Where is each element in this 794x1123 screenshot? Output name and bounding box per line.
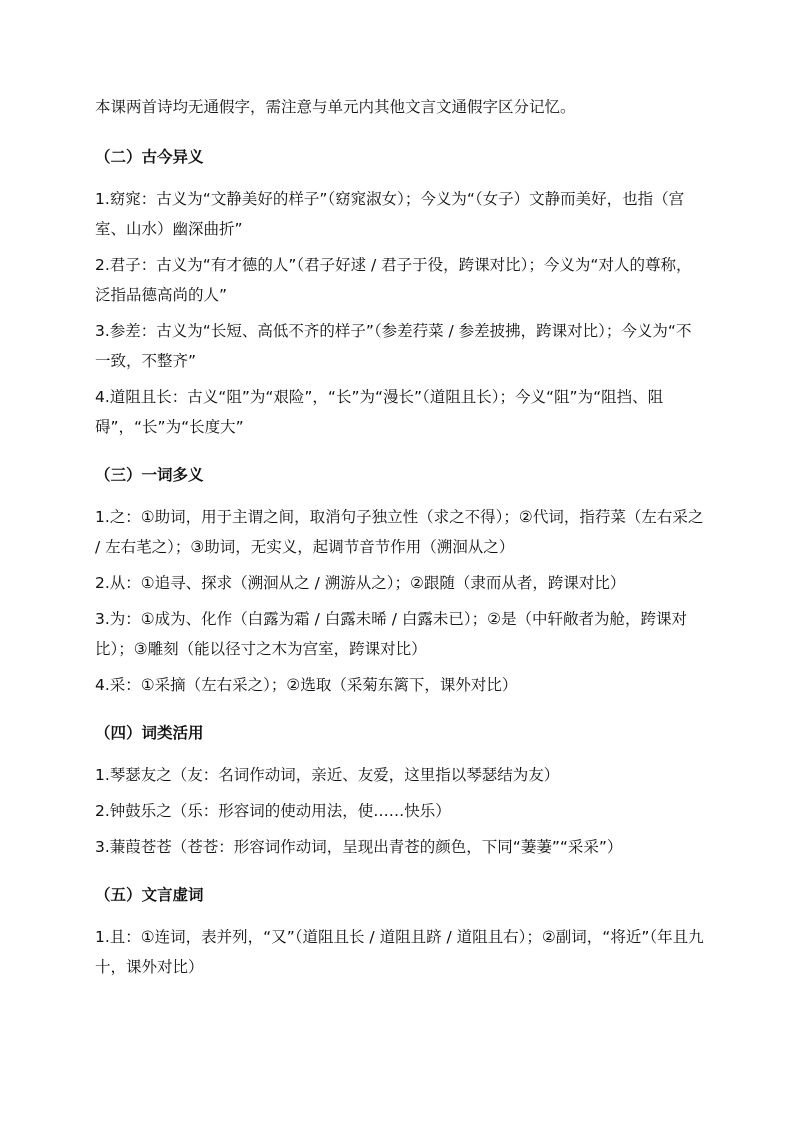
section-word-class-shift	[95, 720, 705, 862]
section-heading: （三）一词多义	[95, 466, 204, 484]
list-item: 4.采：①采摘（左右采之）；②选取（采菊东篱下，课外对比）	[95, 676, 518, 694]
list-item: 3.参差：古义为“长短、高低不齐的样子”（参差荇菜 / 参差披拂，跨课对比）；今义为“不一致，不整齐”	[95, 322, 692, 370]
section-heading: （五）文言虚词	[95, 886, 204, 904]
list-item: 2.钟鼓乐之（乐：形容词的使动用法，使……快乐）	[95, 802, 451, 820]
list-item: 2.君子：古义为“有才德的人”（君子好逑 / 君子于役，跨课对比）；今义为“对人的尊称，泛指品德高尚的人”	[95, 256, 692, 304]
section-polysemy	[95, 462, 705, 700]
list-item: 1.琴瑟友之（友：名词作动词，亲近、友爱，这里指以琴瑟结为友）	[95, 766, 560, 784]
list-item: 1.且：①连词，表并列，“又”（道阻且长 / 道阻且跻 / 道阻且右）；②副词，“将近”（年且九十，课外对比）	[95, 928, 704, 976]
list-item: 1.之：①助词，用于主谓之间，取消句子独立性（求之不得）；②代词，指荇菜（左右采之 / 左右芼之）；③助词，无实义，起调节音节作用（溯洄从之）	[95, 508, 704, 556]
section-ancient-modern-meaning	[95, 144, 705, 442]
list-item: 3.为：①成为、化作（白露为霜 / 白露未晞 / 白露未已）；②是（中轩敞者为舱，跨课对比）；③雕刻（能以径寸之木为宫室，跨课对比）	[95, 610, 687, 658]
section-heading: （四）词类活用	[95, 724, 204, 742]
list-item: 2.从：①追寻、探求（溯洄从之 / 溯游从之）；②跟随（隶而从者，跨课对比）	[95, 574, 626, 592]
document-body	[95, 92, 705, 1002]
list-item: 1.窈窕：古义为“文静美好的样子”（窈窕淑女）；今义为“（女子）文静而美好，也指（宫室、山水）幽深曲折”	[95, 190, 685, 238]
section-heading: （二）古今异义	[95, 148, 204, 166]
list-item: 4.道阻且长：古义“阻”为“艰险”，“长”为“漫长”（道阻且长）；今义“阻”为“阻挡、阻碍”，“长”为“长度大”	[95, 388, 664, 436]
section-function-words	[95, 882, 705, 982]
list-item: 3.蒹葭苍苍（苍苍：形容词作动词，呈现出青苍的颜色，下同“萋萋”“采采”）	[95, 838, 623, 856]
intro-paragraph: 本课两首诗均无通假字，需注意与单元内其他文言文通假字区分记忆。	[95, 98, 576, 116]
